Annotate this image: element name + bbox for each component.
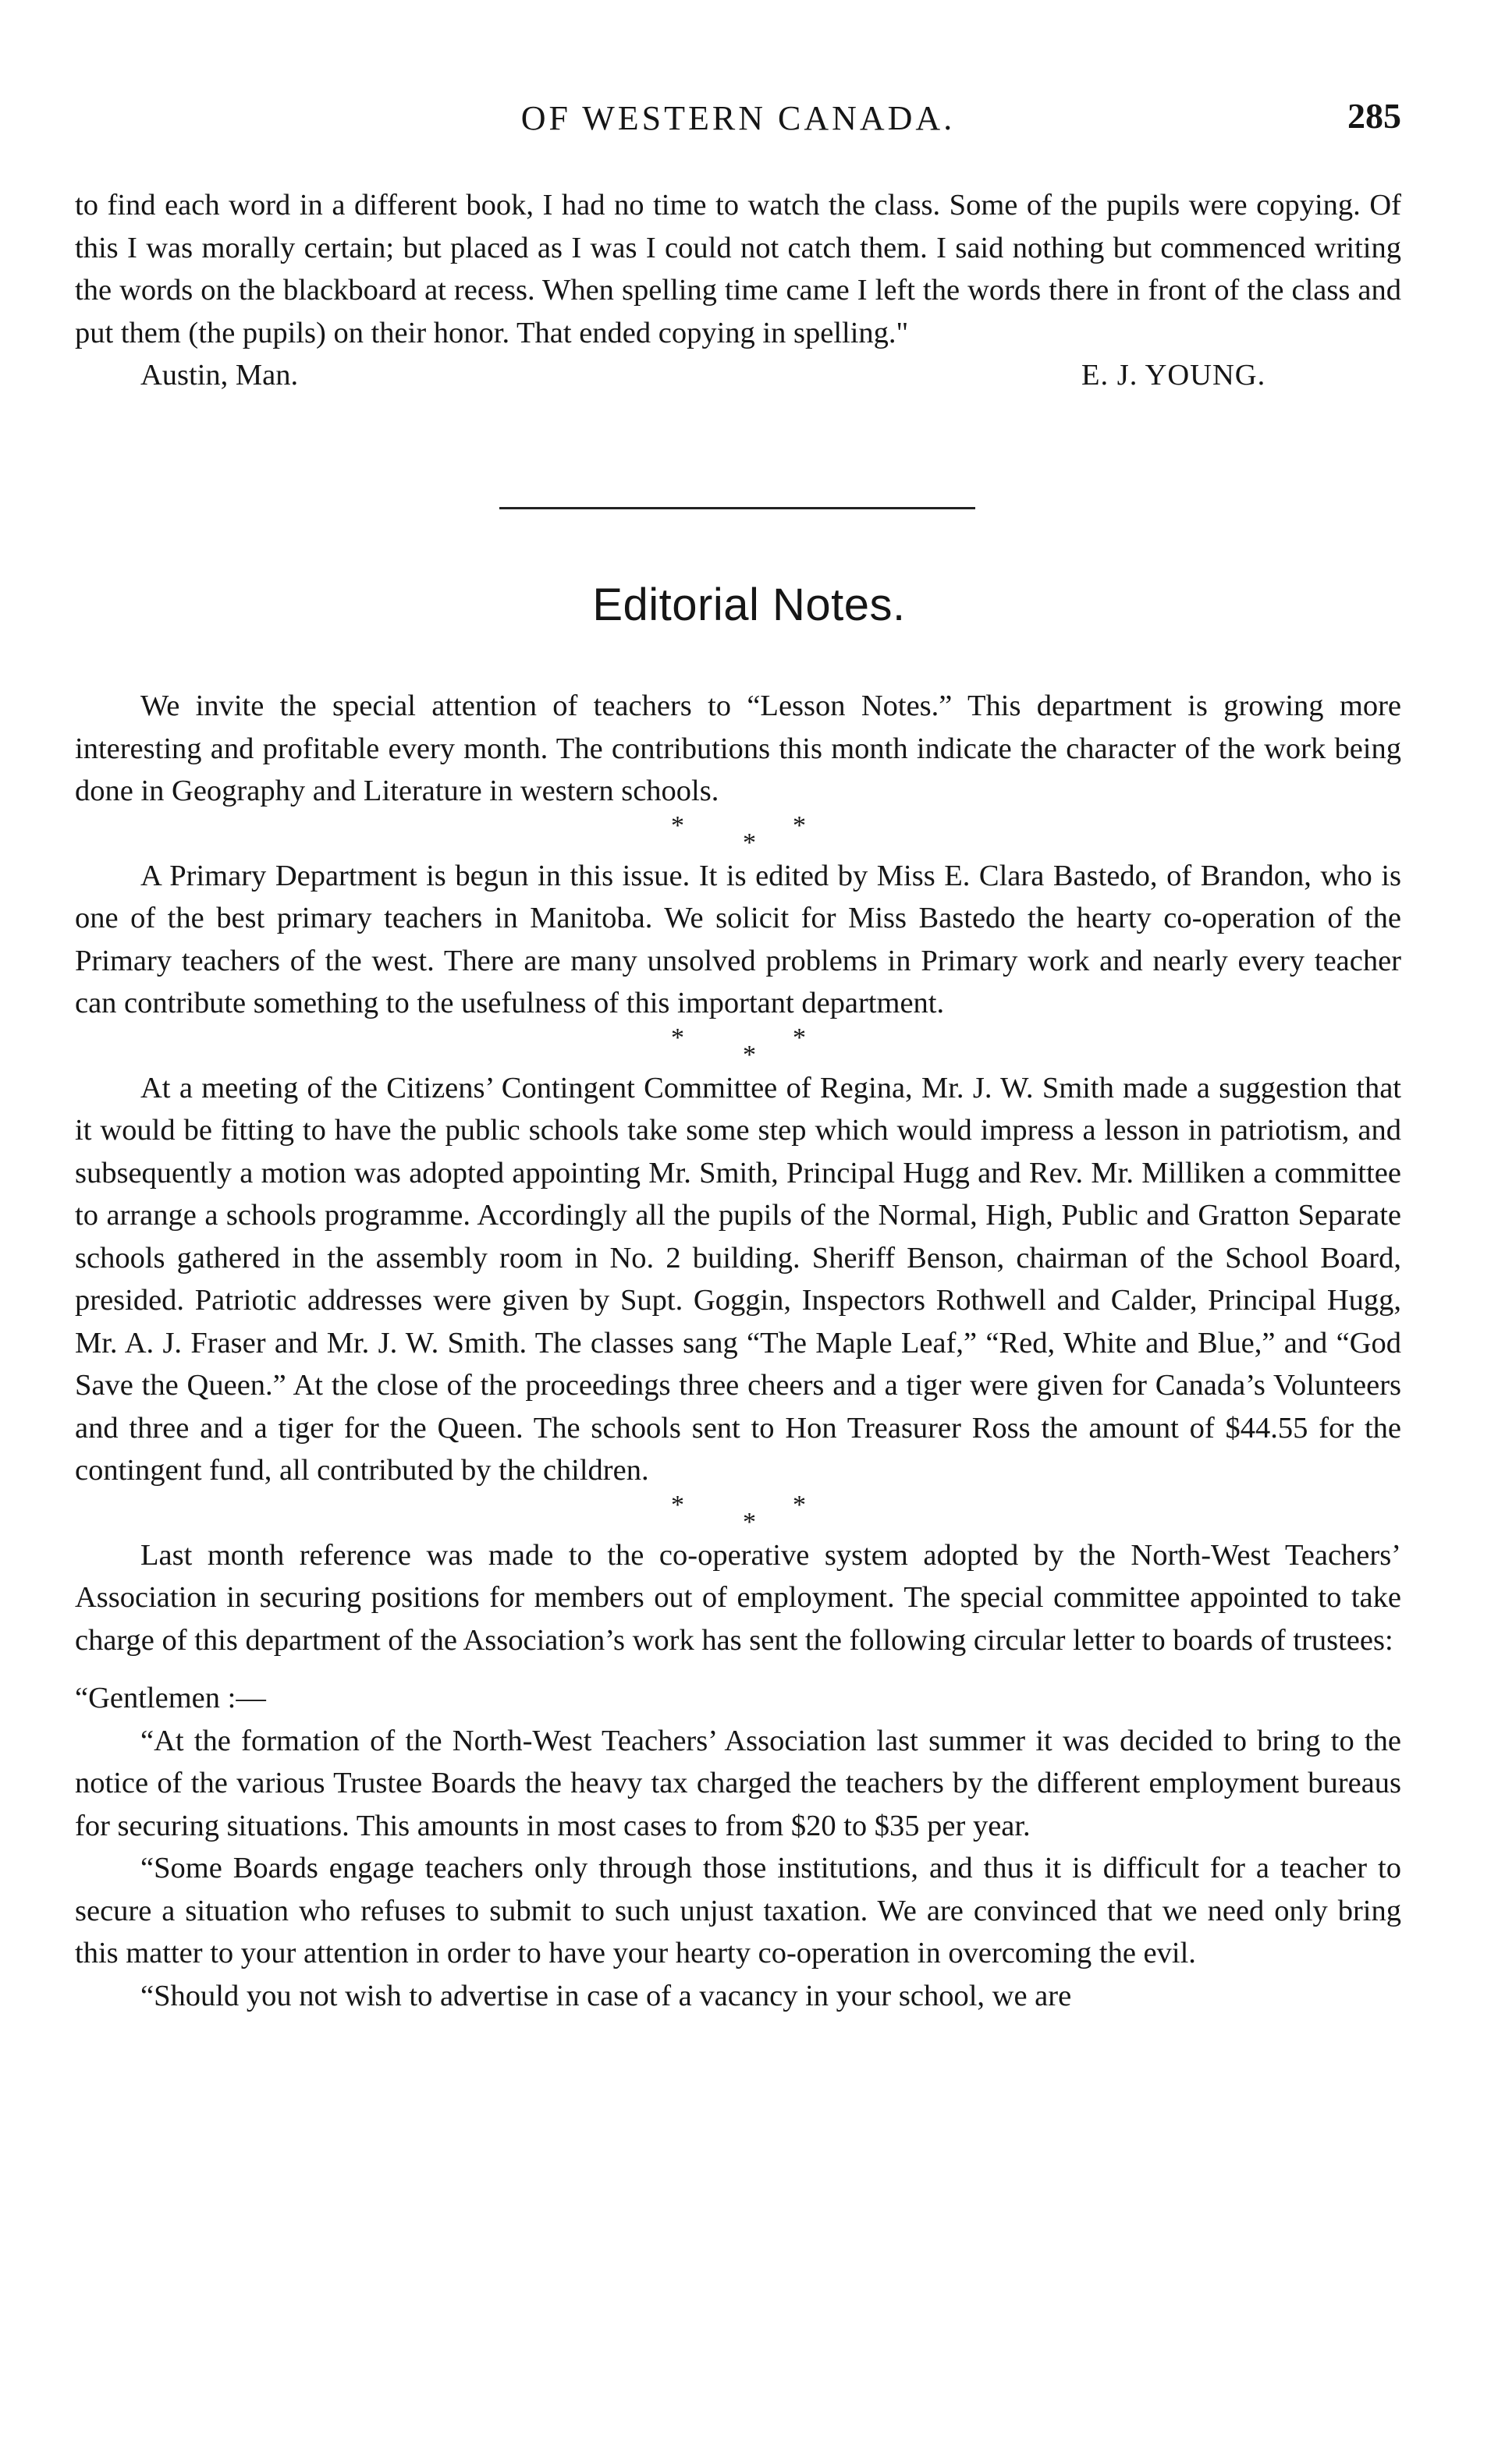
editorial-paragraph: Last month reference was made to the co-operative system adopted by the North-West Teachers’ Association in securing positions for members out of employment. The special committee appointed to take charge of this department of the Association’s work has sent the following circular letter to boards of trustees:: [75, 1538, 1401, 1657]
separator-star: *: [793, 1023, 806, 1052]
letter-continuation-paragraph: to find each word in a different book, I had no time to watch the class. Some of the pupils were copying. Of this I was morally certain; but placed as I was I could not catch them. I said nothing but commenced writing the words on the blackboard at recess. When spelling time came I left the words there in front of the class and put them (the pupils) on their honor. That ended copying in spelling.": [75, 189, 1401, 349]
circular-paragraph: “Some Boards engage teachers only through those institutions, and thus it is difficult for a teacher to secure a situation who refuses to submit to such unjust taxation. We are convinced that we need only bring this matter to your attention in order to have your hearty co-operation in overcoming the evil.: [75, 1852, 1401, 1969]
letter-signature: [75, 354, 1401, 396]
separator-star: *: [671, 1490, 684, 1519]
asterism-separator: [75, 1025, 1401, 1067]
top-letter: [75, 184, 1401, 396]
editorial-paragraph: We invite the special attention of teachers to “Lesson Notes.” This department is growing more interesting and profitable every month. The contributions this month indicate the character of the work being done in Geography and Literature in western schools.: [75, 690, 1401, 807]
editorial-paragraph: A Primary Department is begun in this issue. It is edited by Miss E. Clara Bastedo, of Brandon, who is one of the best primary teachers in Manitoba. We solicit for Miss Bastedo the hearty co-operation of the Primary teachers of the west. There are many unsolved problems in Primary work and nearly every teacher can contribute something to the usefulness of this important department.: [75, 859, 1401, 1019]
running-head: OF WESTERN CANADA.: [520, 99, 956, 137]
editorial-notes-body: [75, 685, 1401, 2017]
circular-paragraph: “At the formation of the North-West Teachers’ Association last summer it was decided to bring to the notice of the various Trustee Boards the heavy tax charged the teachers by the different employment bureaus for securing situations. This amounts in most cases to from $20 to $35 per year.: [75, 1724, 1401, 1842]
separator-star: *: [793, 1490, 806, 1519]
section-title: Editorial Notes.: [592, 580, 906, 630]
circular-salutation: “Gentlemen :—: [75, 1682, 266, 1714]
signature-author: E. J. YOUNG.: [1081, 359, 1266, 392]
separator-star: *: [743, 1040, 756, 1069]
page-number: 285: [1347, 96, 1401, 136]
asterism-separator: [75, 1490, 1401, 1537]
section-divider-rule: [499, 507, 975, 509]
separator-star: *: [793, 810, 806, 840]
circular-paragraph: “Should you not wish to advertise in case of a vacancy in your school, we are: [140, 1979, 1072, 2012]
signature-place: Austin, Man.: [140, 359, 299, 392]
editorial-paragraph: At a meeting of the Citizens’ Contingent Committee of Regina, Mr. J. W. Smith made a suggestion that it would be fitting to have the public schools take some step which would impress a lesson in patriotism, and subsequently a motion was adopted appointing Mr. Smith, Principal Hugg and Rev. Mr. Milliken a committee to arrange a schools programme. Accordingly all the pupils of the Normal, High, Public and Gratton Separate schools gathered in the assembly room in No. 2 building. Sheriff Benson, chairman of the School Board, presided. Patriotic addresses were given by Supt. Goggin, Inspectors Rothwell and Calder, Principal Hugg, Mr. A. J. Fraser and Mr. J. W. Smith. The classes sang “The Maple Leaf,” “Red, White and Blue,” and “God Save the Queen.” At the close of the proceedings three cheers and a tiger were given for Canada’s Volunteers and three and a tiger for the Queen. The schools sent to Hon Treasurer Ross the amount of $44.55 for the contingent fund, all contributed by the children.: [75, 1071, 1401, 1487]
separator-star: *: [671, 810, 684, 840]
asterism-separator: [75, 810, 1401, 857]
separator-star: *: [671, 1023, 684, 1052]
page-header: [75, 84, 1401, 147]
separator-star: *: [743, 1507, 756, 1537]
separator-star: *: [743, 828, 756, 857]
